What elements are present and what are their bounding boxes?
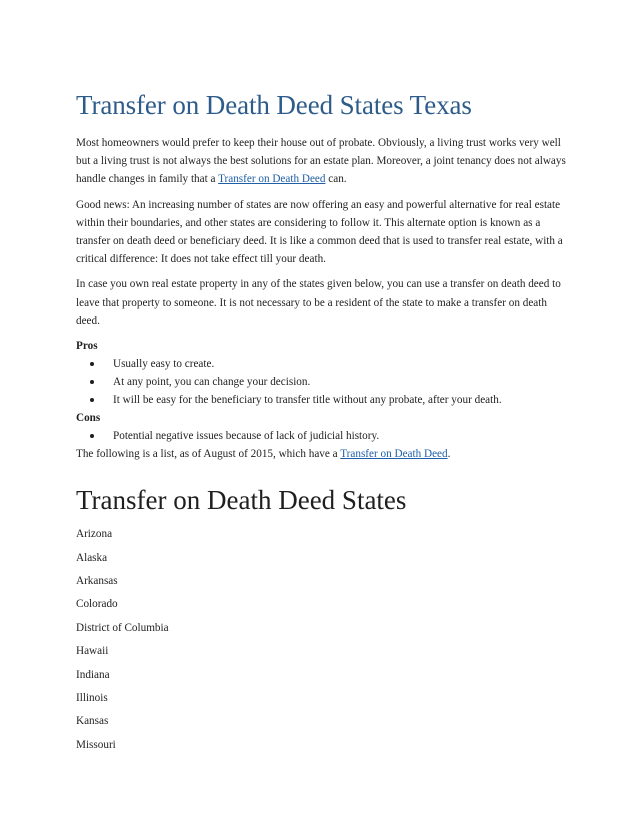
state-item: Alaska	[76, 551, 108, 564]
bullet-icon	[90, 362, 94, 366]
bullet-icon	[90, 398, 94, 402]
list-item	[76, 427, 568, 445]
states-list	[76, 523, 568, 757]
list-item-text: Usually easy to create.	[113, 358, 215, 371]
cons-label: Cons	[76, 412, 101, 425]
bullet-icon	[90, 380, 94, 384]
list-item-text: Potential negative issues because of lack of judicial history.	[113, 430, 380, 443]
states-heading: Transfer on Death Deed States	[76, 485, 407, 516]
list-item	[76, 373, 568, 391]
intro-text-end: can.	[325, 173, 347, 186]
intro-text: Most homeowners would prefer to keep their house out of probate. Obviously, a living trust works very well but a living trust is not always the best solutions for an estate plan. Moreover, a joint tenancy does not always handle changes in family that a	[76, 137, 566, 186]
pros-list	[76, 355, 568, 409]
state-item: District of Columbia	[76, 621, 169, 634]
list-item-text: At any point, you can change your decision.	[113, 376, 311, 389]
list-item	[76, 355, 568, 373]
page-title: Transfer on Death Deed States Texas	[76, 90, 472, 120]
good-news-paragraph: Good news: An increasing number of states are now offering an easy and powerful alternative for real estate within their boundaries, and other states are considering to follow it. This alternate option is known as a transfer on death deed or beneficiary deed. It is like a common deed that is used to transfer real estate, with a critical difference: It does not take effect till your death.	[76, 198, 563, 266]
following-paragraph	[76, 445, 568, 463]
state-item: Indiana	[76, 668, 110, 681]
state-item: Arizona	[76, 528, 113, 541]
following-text-end: .	[447, 448, 451, 461]
real-estate-paragraph: In case you own real estate property in any of the states given below, you can use a transfer on death deed to leave that property to someone. It is not necessary to be a resident of the state to make a transfer on death deed.	[76, 278, 561, 327]
state-item: Illinois	[76, 692, 108, 705]
pros-label: Pros	[76, 340, 98, 353]
cons-list	[76, 427, 568, 445]
list-item	[76, 391, 568, 409]
state-item: Arkansas	[76, 575, 118, 588]
transfer-on-death-deed-link[interactable]: Transfer on Death Deed	[218, 173, 326, 186]
state-item: Colorado	[76, 598, 118, 611]
list-item-text: It will be easy for the beneficiary to transfer title without any probate, after your death.	[113, 394, 502, 407]
bullet-icon	[90, 434, 94, 438]
state-item: Kansas	[76, 715, 109, 728]
state-item: Missouri	[76, 738, 116, 751]
following-text: The following is a list, as of August of 2015, which have a	[76, 448, 341, 461]
state-item: Hawaii	[76, 645, 109, 658]
document-page	[76, 88, 568, 757]
intro-paragraph	[76, 134, 568, 189]
transfer-on-death-deed-link-2[interactable]: Transfer on Death Deed	[340, 448, 448, 461]
